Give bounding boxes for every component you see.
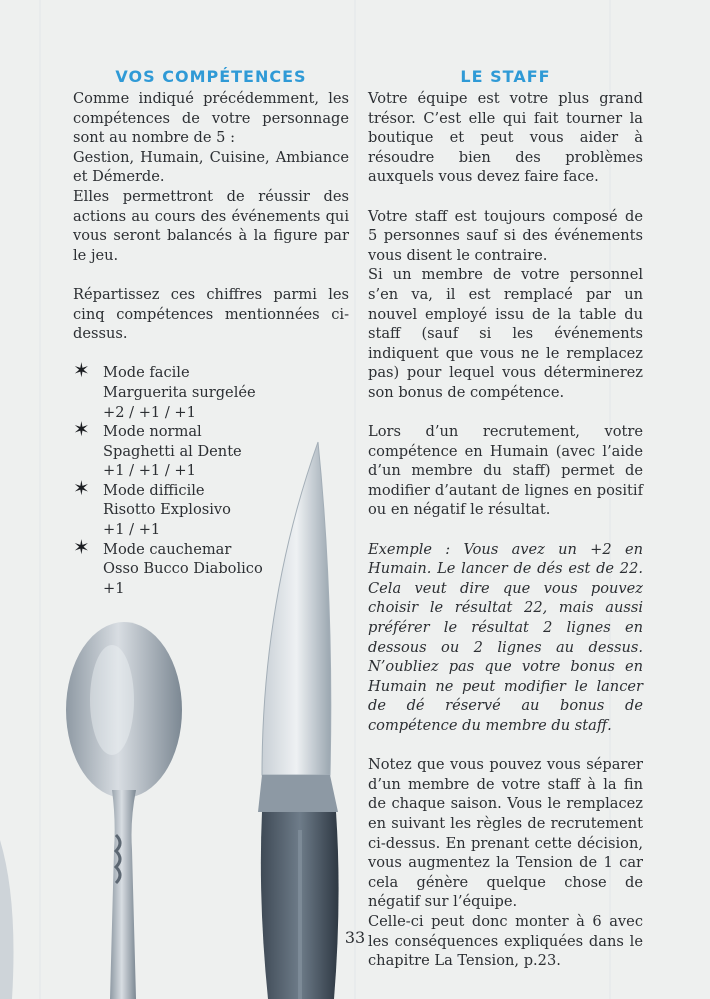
skills-list: Gestion, Humain, Cuisine, Ambiance et Démerde.	[73, 148, 349, 186]
skills-title: VOS COMPÉTENCES	[115, 67, 307, 86]
mode-name: Mode facile	[103, 364, 190, 382]
skills-distribution: Répartissez ces chiffres parmi les cinq compétences mentionnées ci-dessus.	[73, 285, 349, 343]
mode-values: +2 / +1 / +1	[103, 403, 196, 421]
mode-dish: Osso Bucco Diabolico	[103, 560, 263, 578]
staff-composition: Votre staff est toujours composé de 5 personnes sauf si des événements vous disent le contraire.	[368, 207, 643, 264]
skills-purpose: Elles permettront de réussir des actions au cours des événements qui vous seront balancés à la figure par le jeu.	[73, 187, 349, 264]
staff-example: Exemple : Vous avez un +2 en Humain. Le lancer de dés est de 22. Cela veut dire que vous pouvez choisir le résultat 22, mais aussi préférer le résultat 2 lignes en dessous ou 2 lignes au dessus. N’oubliez pas que votre bonus en Humain ne peut modifier le lancer de dé réservé au bonus de compétence du membre du staff.	[368, 540, 643, 734]
staff-column	[368, 66, 643, 971]
skills-column	[73, 66, 349, 598]
staff-separation: Notez que vous pouvez vous séparer d’un membre de votre staff à la fin de chaque saison. Vous le remplacez en suivant les règles de recrutement ci-dessus. En prenant cette décision, vous augmentez la Tension de 1 car cela génère quelque chose de négatif sur l’équipe.	[368, 756, 643, 911]
mode-dish: Marguerita surgelée	[103, 383, 256, 401]
star-bullet-icon: ✶	[73, 358, 90, 383]
star-bullet-icon: ✶	[73, 475, 90, 500]
mode-item	[73, 417, 349, 481]
tension-chapter-reference: La Tension, p.23.	[434, 952, 561, 970]
staff-replacement: Si un membre de votre personnel s’en va, il est remplacé par un nouvel employé issu de la table du staff (sauf si les événements indiquent que vous ne le remplacez pas) pour lequel vous déterminerez son bonus de compétence.	[368, 266, 643, 401]
mode-item	[73, 475, 349, 540]
mode-dish: Spaghetti al Dente	[103, 442, 242, 460]
star-bullet-icon: ✶	[73, 417, 90, 442]
mode-values: +1 / +1 / +1	[103, 462, 196, 480]
page-number: 33	[344, 928, 366, 947]
mode-dish: Risotto Explosivo	[103, 501, 231, 519]
mode-values: +1 / +1	[103, 521, 161, 539]
mode-item	[73, 534, 349, 599]
mode-item	[73, 358, 349, 422]
staff-intro: Votre équipe est votre plus grand trésor. C’est elle qui fait tourner la boutique et peut vous aider à résoudre bien des problèmes auxquels vous devez faire face.	[368, 90, 643, 186]
mode-name: Mode normal	[103, 423, 202, 441]
mode-name: Mode cauchemar	[103, 540, 232, 558]
mode-name: Mode difficile	[103, 481, 205, 499]
staff-tension-text: Celle-ci peut donc monter à 6 avec les conséquences expliquées dans le chapitre	[368, 912, 643, 970]
staff-recruitment: Lors d’un recrutement, votre compétence en Humain (avec l’aide d’un membre du staff) permet de modifier d’autant de lignes en positif ou en négatif le résultat.	[368, 423, 643, 519]
skills-intro: Comme indiqué précédemment, les compétences de votre personnage sont au nombre de 5 :	[73, 90, 349, 147]
mode-values: +1	[103, 579, 125, 597]
staff-title: LE STAFF	[460, 67, 551, 86]
difficulty-modes	[73, 358, 349, 598]
star-bullet-icon: ✶	[73, 534, 90, 559]
